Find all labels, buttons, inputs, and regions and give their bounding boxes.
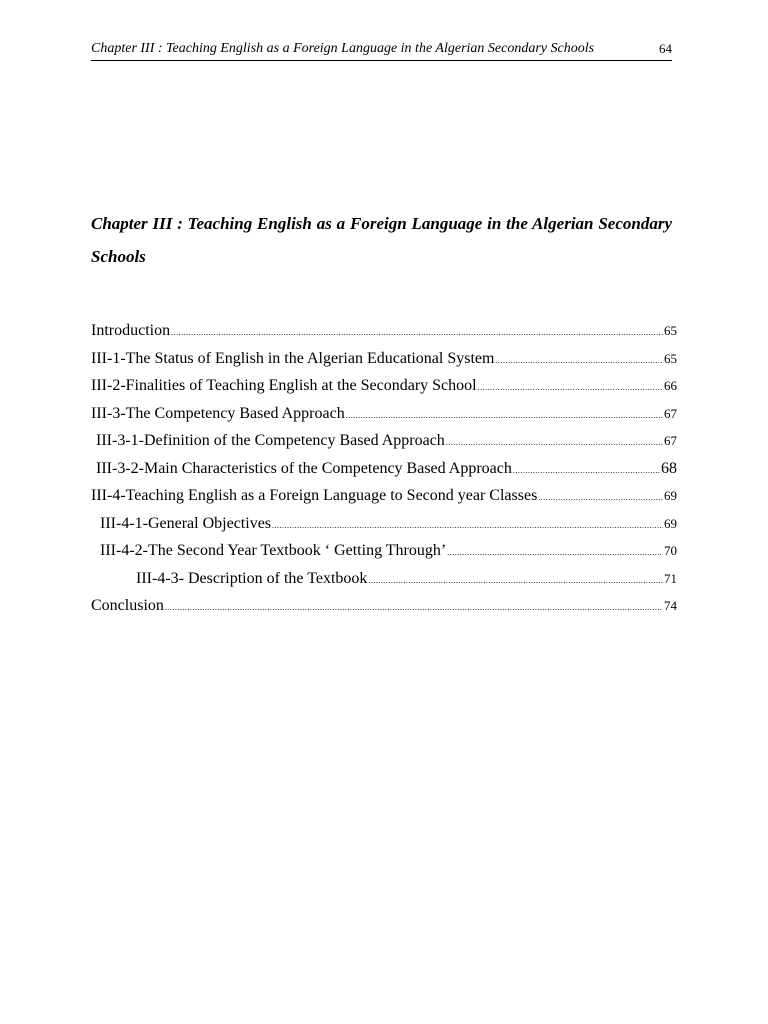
toc-entry-introduction[interactable]	[91, 322, 677, 350]
toc-entry-iii-2[interactable]	[91, 377, 677, 405]
toc-entry-iii-3[interactable]	[91, 405, 677, 433]
toc-entry-label: III-4-2-The Second Year Textbook ‘ Getting Through’	[100, 542, 447, 559]
toc-entry-label: Conclusion	[91, 597, 164, 614]
toc-entry-page: 68	[661, 459, 677, 477]
toc-entry-page: 65	[664, 323, 677, 338]
toc-leader-dots	[171, 328, 663, 337]
toc-leader-dots	[478, 383, 663, 392]
toc-entry-label: III-1-The Status of English in the Algerian Educational System	[91, 349, 495, 367]
toc-entry-page: 69	[664, 515, 677, 531]
toc-entry-label: III-4-1-General Objectives	[100, 514, 272, 532]
toc-entry-label: Introduction	[91, 322, 171, 339]
toc-leader-dots	[446, 438, 663, 447]
running-header	[91, 40, 672, 61]
toc-entry-iii-4-1[interactable]	[91, 515, 677, 543]
toc-leader-dots	[346, 411, 663, 420]
running-header-page-number: 64	[659, 41, 672, 56]
toc-leader-dots	[495, 356, 663, 365]
toc-entry-label: III-3-The Competency Based Approach	[91, 404, 345, 422]
toc-entry-page: 69	[664, 488, 677, 503]
toc-entry-label: III-4-Teaching English as a Foreign Language to Second year Classes	[91, 487, 538, 504]
toc-entry-page: 67	[664, 405, 677, 421]
table-of-contents	[91, 322, 677, 625]
toc-entry-page: 70	[664, 543, 677, 558]
toc-entry-page: 74	[664, 598, 677, 613]
toc-entry-iii-4-3[interactable]	[91, 570, 677, 598]
toc-entry-page: 65	[664, 350, 677, 366]
toc-leader-dots	[368, 576, 663, 585]
toc-entry-iii-4[interactable]	[91, 487, 677, 515]
toc-entry-page: 66	[664, 378, 677, 393]
running-header-title: Chapter III : Teaching English as a Foreign Language in the Algerian Secondary Schools	[91, 41, 595, 56]
toc-leader-dots	[538, 493, 663, 502]
toc-leader-dots	[165, 603, 663, 612]
toc-entry-iii-1[interactable]	[91, 350, 677, 378]
chapter-heading: Chapter III : Teaching English as a Foreign Language in the Algerian Secondary Schools	[91, 214, 672, 266]
toc-entry-iii-3-2[interactable]	[91, 460, 677, 488]
toc-leader-dots	[447, 548, 663, 557]
toc-entry-label: III-2-Finalities of Teaching English at the Secondary School	[91, 377, 477, 394]
toc-leader-dots	[272, 521, 663, 530]
toc-entry-page: 71	[664, 570, 677, 586]
toc-entry-iii-3-1[interactable]	[91, 432, 677, 460]
toc-entry-label: III-3-2-Main Characteristics of the Competency Based Approach	[96, 459, 512, 477]
toc-entry-conclusion[interactable]	[91, 597, 677, 625]
toc-entry-page: 67	[664, 433, 677, 448]
toc-leader-dots	[513, 466, 660, 475]
toc-entry-label: III-3-1-Definition of the Competency Based Approach	[96, 432, 445, 449]
toc-entry-label: III-4-3- Description of the Textbook	[136, 569, 368, 587]
toc-entry-iii-4-2[interactable]	[91, 542, 677, 570]
